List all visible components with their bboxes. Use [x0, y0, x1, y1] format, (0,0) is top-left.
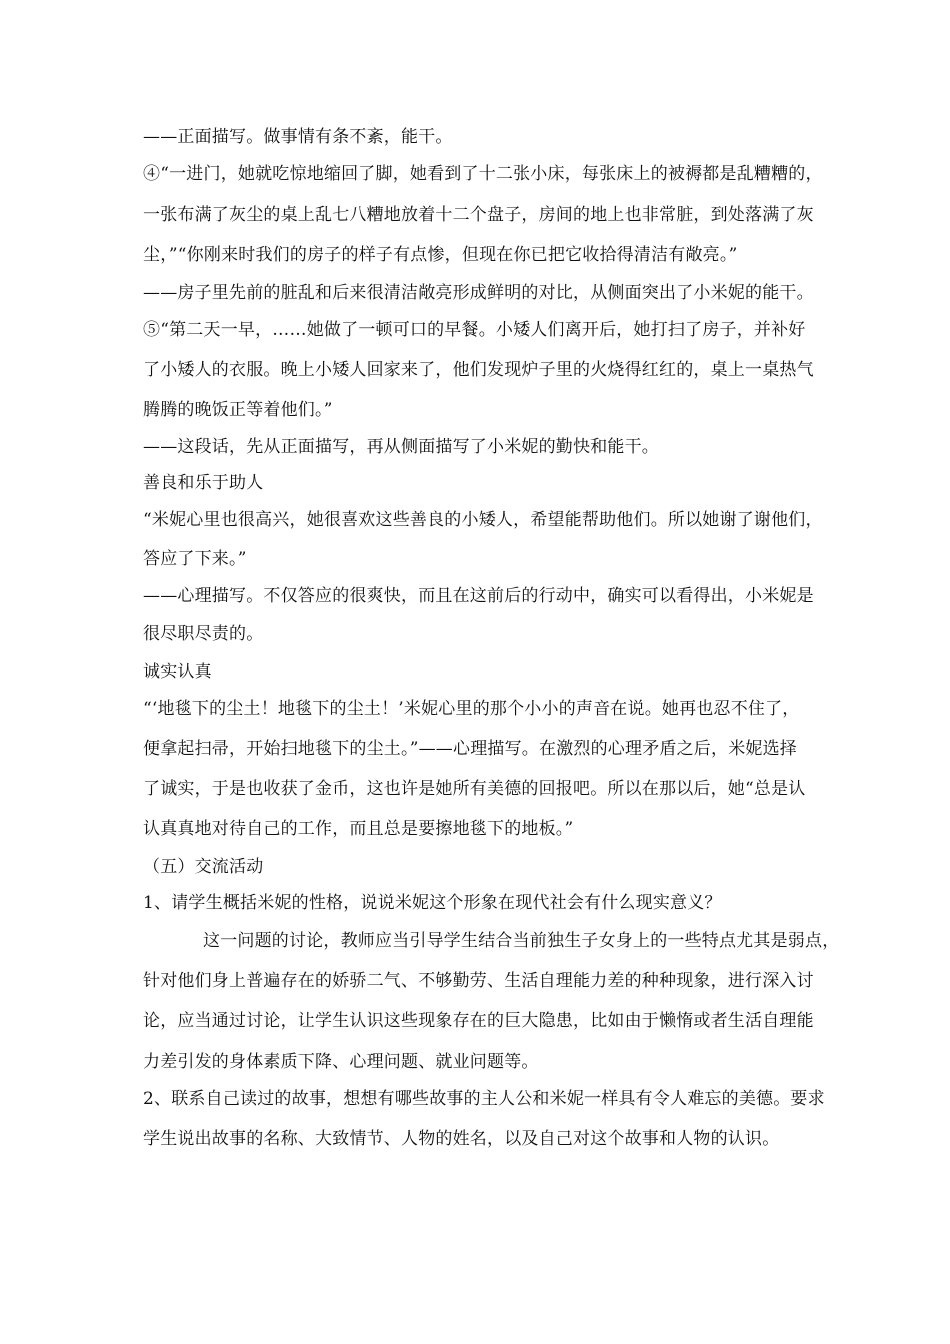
text-line: 很尽职尽责的。 — [143, 624, 264, 644]
text-line: 论，应当通过讨论，让学生认识这些现象存在的巨大隐患，比如由于懒惰或者生活自理能 — [143, 1011, 814, 1031]
text-line: 答应了下来。” — [143, 549, 247, 569]
text-line: ④“一进门，她就吃惊地缩回了脚，她看到了十二张小床，每张床上的被褥都是乱糟糟的， — [143, 164, 823, 184]
text-line: 腾腾的晚饭正等着他们。” — [143, 400, 333, 420]
text-line: ——心理描写。不仅答应的很爽快，而且在这前后的行动中，确实可以看得出，小米妮是 — [143, 586, 814, 606]
text-line: 这一问题的讨论，教师应当引导学生结合当前独生子女身上的一些特点尤其是弱点， — [203, 931, 840, 951]
section-heading: 善良和乐于助人 — [143, 473, 264, 493]
text-line: 认真真地对待自己的工作，而且总是要擦地毯下的地板。” — [143, 819, 574, 839]
text-line: 便拿起扫帚，开始扫地毯下的尘土。”——心理描写。在激烈的心理矛盾之后，米妮选择 — [143, 739, 797, 759]
text-line: “‘地毯下的尘土！地毯下的尘土！’米妮心里的那个小小的声音在说。她再也忍不住了， — [143, 699, 800, 719]
text-line: 力差引发的身体素质下降、心理问题、就业问题等。 — [143, 1052, 539, 1072]
text-line: 了小矮人的衣服。晚上小矮人回家来了，他们发现炉子里的火烧得红红的，桌上一桌热气 — [143, 360, 814, 380]
text-line: ——房子里先前的脏乱和后来很清洁敞亮形成鲜明的对比，从侧面突出了小米妮的能干。 — [143, 283, 814, 303]
text-line: ——这段话，先从正面描写，再从侧面描写了小米妮的勤快和能干。 — [143, 437, 659, 457]
text-line: 尘，”“你刚来时我们的房子的样子有点惨，但现在你已把它收拾得清洁有敞亮。” — [143, 245, 738, 265]
text-line: 了诚实，于是也收获了金币，这也许是她所有美德的回报吧。所以在那以后，她“总是认 — [143, 779, 806, 799]
section-heading: （五）交流活动 — [143, 857, 264, 877]
text-line: 2、联系自己读过的故事，想想有哪些故事的主人公和米妮一样具有令人难忘的美德。要求 — [143, 1089, 825, 1109]
text-line: 针对他们身上普遍存在的娇骄二气、不够勤劳、生活自理能力差的种种现象，进行深入讨 — [143, 971, 814, 991]
text-line: 1、请学生概括米妮的性格，说说米妮这个形象在现代社会有什么现实意义？ — [143, 893, 722, 913]
text-line: ⑤“第二天一早，……她做了一顿可口的早餐。小矮人们离开后，她打扫了房子，并补好 — [143, 320, 806, 340]
text-line: ——正面描写。做事情有条不紊，能干。 — [143, 127, 453, 147]
text-line: 学生说出故事的名称、大致情节、人物的姓名，以及自己对这个故事和人物的认识。 — [143, 1129, 780, 1149]
text-line: 一张布满了灰尘的桌上乱七八糟地放着十二个盘子，房间的地上也非常脏，到处落满了灰 — [143, 205, 814, 225]
text-line: “米妮心里也很高兴，她很喜欢这些善良的小矮人，希望能帮助他们。所以她谢了谢他们， — [143, 510, 823, 530]
section-heading: 诚实认真 — [143, 662, 212, 682]
